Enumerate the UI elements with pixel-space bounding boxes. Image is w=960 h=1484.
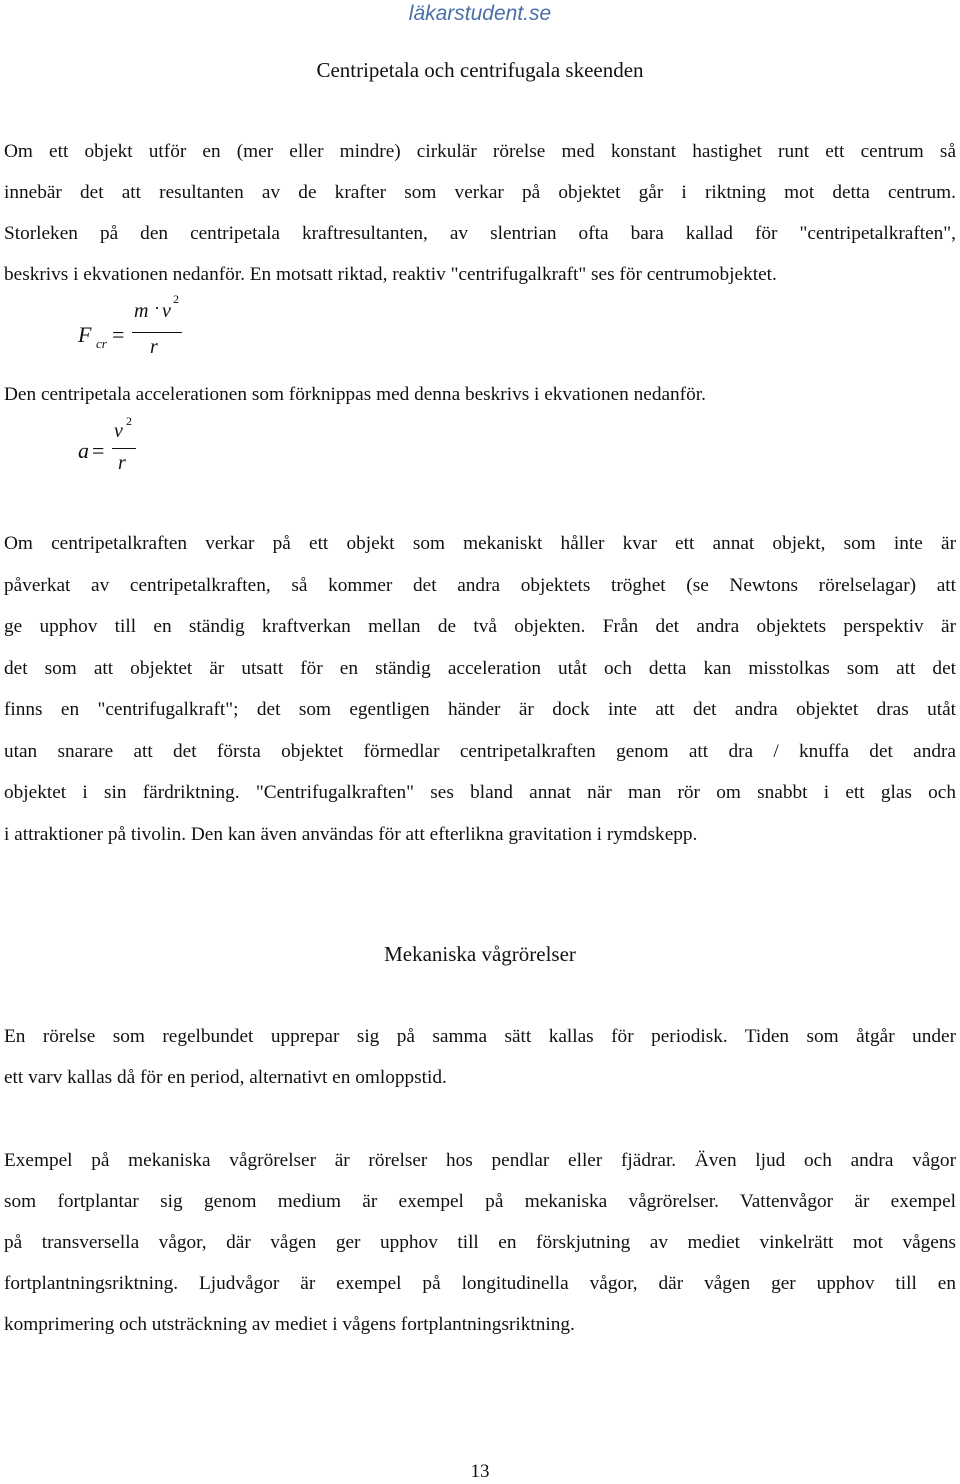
section-title-waves: Mekaniska vågrörelser — [384, 942, 576, 966]
formula-dot: · — [154, 298, 160, 318]
site-header: läkarstudent.se — [408, 2, 552, 25]
paragraph-line: Den centripetala accelerationen som förknippas med denna beskrivs i ekvationen nedanför. — [4, 384, 706, 405]
acceleration-paragraph — [4, 374, 956, 415]
formula-mass: m — [134, 300, 149, 322]
formula-exponent: 2 — [173, 292, 179, 306]
section-title-centripetal: Centripetala och centrifugala skeenden — [316, 58, 644, 82]
paragraph-line: beskrivs i ekvationen nedanför. En motsatt riktad, reaktiv "centrifugalkraft" ses för centrumobjektet. — [4, 264, 777, 285]
formula-radius: r — [150, 336, 158, 358]
paragraph-line: Storleken på den centripetala kraftresultanten, av slentrian ofta bara kallad för "centripetalkraften", — [4, 223, 956, 244]
mechanical-waves-paragraph — [4, 1140, 956, 1345]
paragraph-line: ge upphov till en ständig kraftverkan mellan de två objekten. Från det andra objektets perspektiv är — [4, 616, 956, 637]
paragraph-line: i attraktioner på tivolin. Den kan även användas för att efterlikna gravitation i rymdskepp. — [4, 823, 698, 845]
paragraph-line: Om ett objekt utför en (mer eller mindre) cirkulär rörelse med konstant hastighet runt ett centrum så — [4, 141, 956, 162]
paragraph-line: som fortplantar sig genom medium är exempel på mekaniska vågrörelser. Vattenvågor är exempel — [4, 1191, 956, 1212]
paragraph-line: komprimering och utsträckning av mediet i vågens fortplantningsriktning. — [4, 1314, 575, 1335]
paragraph-line: finns en "centrifugalkraft"; det som egentligen händer är dock inte att det andra objektet dras utåt — [4, 699, 956, 720]
paragraph-line: En rörelse som regelbundet upprepar sig på samma sätt kallas för periodisk. Tiden som åtgår under — [4, 1026, 956, 1047]
formula-velocity: v — [162, 300, 171, 322]
paragraph-line: fortplantningsriktning. Ljudvågor är exempel på longitudinella vågor, där vågen ger upphov till en — [4, 1273, 956, 1294]
intro-paragraph — [4, 131, 956, 295]
formula-radius: r — [118, 452, 126, 474]
paragraph-line: Exempel på mekaniska vågrörelser är rörelser hos pendlar eller fjädrar. Även ljud och andra vågor — [4, 1150, 956, 1171]
paragraph-line: Om centripetalkraften verkar på ett objekt som mekaniskt håller kvar ett annat objekt, som inte är — [4, 533, 956, 554]
formula-equals: = — [112, 322, 125, 347]
centripetal-acceleration-formula — [74, 412, 164, 484]
formula-force-symbol: F — [78, 322, 92, 347]
fraction-bar — [132, 332, 182, 333]
formula-exponent: 2 — [126, 414, 132, 428]
paragraph-line: objektet i sin färdriktning. "Centrifugalkraften" ses bland annat när man rör om snabbt i ett glas och — [4, 782, 956, 803]
centripetal-force-formula — [74, 292, 194, 364]
formula-acceleration-symbol: a — [78, 438, 89, 463]
formula-velocity: v — [114, 420, 123, 442]
paragraph-line: det som att objektet är utsatt för en ständig acceleration utåt och detta kan misstolkas som att det — [4, 657, 956, 679]
formula-subscript: cr — [96, 336, 107, 351]
page-number: 13 — [470, 1461, 490, 1482]
paragraph-line: påverkat av centripetalkraften, så kommer det andra objektets tröghet (se Newtons rörelselagar) att — [4, 574, 956, 596]
paragraph-line: utan snarare att det första objektet förmedlar centripetalkraften genom att dra / knuffa det andra — [4, 740, 956, 762]
centrifugal-paragraph — [4, 523, 956, 855]
paragraph-line: innebär det att resultanten av de krafter som verkar på objektet går i riktning mot detta centrum. — [4, 182, 956, 203]
fraction-bar — [112, 448, 136, 449]
paragraph-line: ett varv kallas då för en period, alternativt en omloppstid. — [4, 1067, 447, 1088]
formula-equals: = — [92, 438, 105, 463]
periodic-paragraph — [4, 1016, 956, 1098]
paragraph-line: på transversella vågor, där vågen ger upphov till en förskjutning av mediet vinkelrätt mot vågens — [4, 1232, 956, 1253]
